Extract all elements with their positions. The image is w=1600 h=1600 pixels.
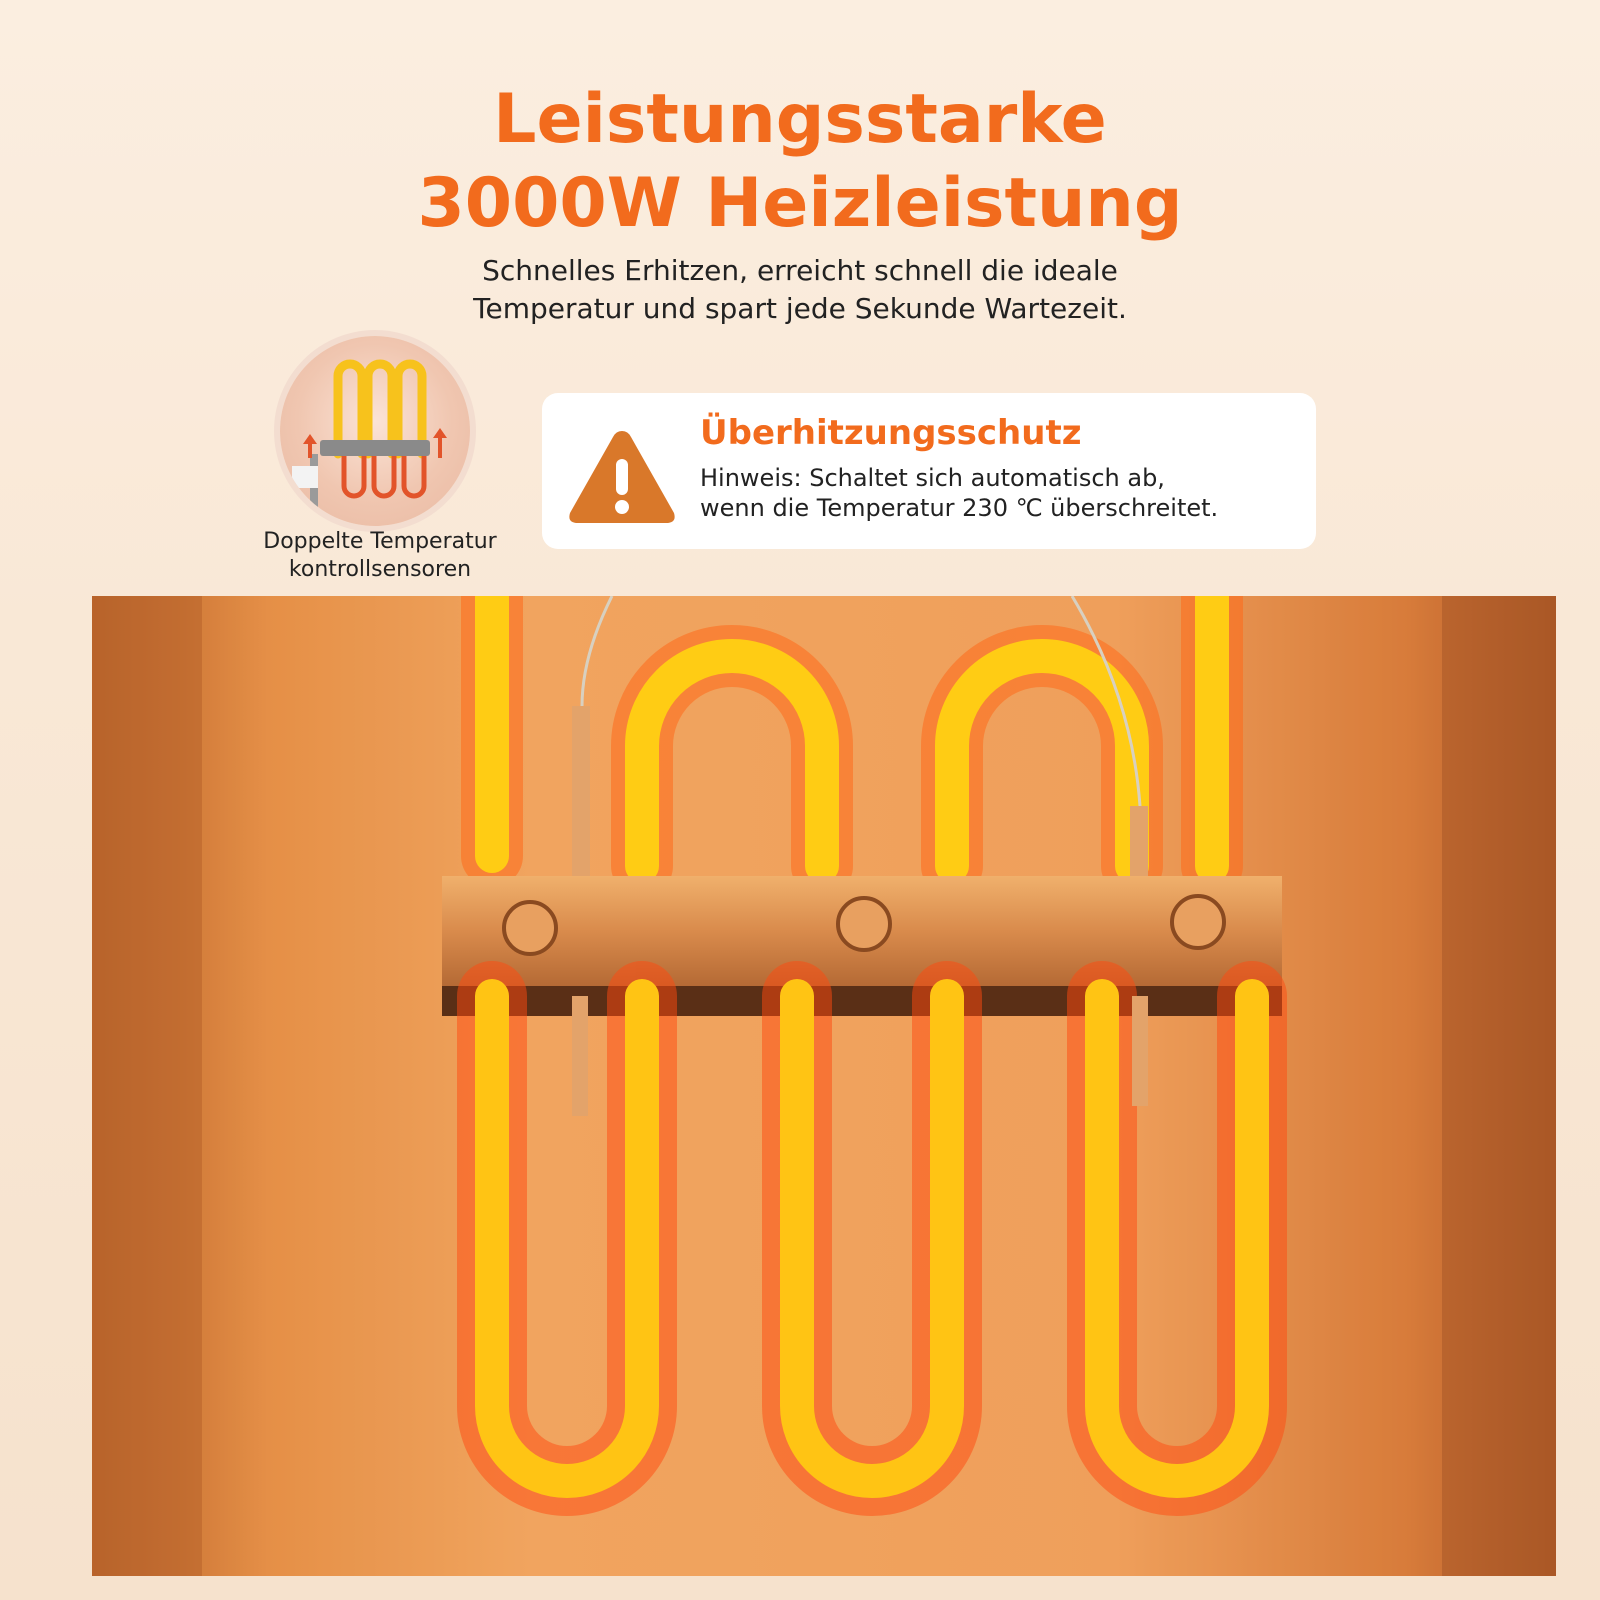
subtitle-line-2: Temperatur und spart jede Sekunde Wartezeit.: [473, 292, 1127, 325]
card-text: [700, 463, 1218, 523]
heating-element-icon: [280, 336, 470, 526]
card-text-line-1: Hinweis: Schaltet sich automatisch ab,: [700, 464, 1165, 492]
card-text-line-2: wenn die Temperatur 230 ℃ überschreitet.: [700, 494, 1219, 522]
card-title: Überhitzungsschutz: [700, 413, 1082, 453]
sensor-caption-line-2: kontrollsensoren: [288, 557, 472, 582]
sensor-caption: [230, 528, 530, 584]
heating-coil-illustration: [92, 596, 1556, 1576]
sensor-thumbnail: [280, 336, 470, 526]
sensor-caption-line-1: Doppelte Temperatur: [263, 529, 497, 554]
overheat-protection-card: [542, 393, 1316, 549]
subtitle: [0, 252, 1600, 328]
warning-triangle-icon: [566, 427, 678, 527]
headline-line-1: Leistungsstarke: [493, 80, 1107, 159]
headline-line-2: 3000W Heizleistung: [417, 164, 1183, 243]
heating-element-photo: [92, 596, 1556, 1576]
headline: [0, 78, 1600, 246]
subtitle-line-1: Schnelles Erhitzen, erreicht schnell die ideale: [482, 254, 1118, 287]
